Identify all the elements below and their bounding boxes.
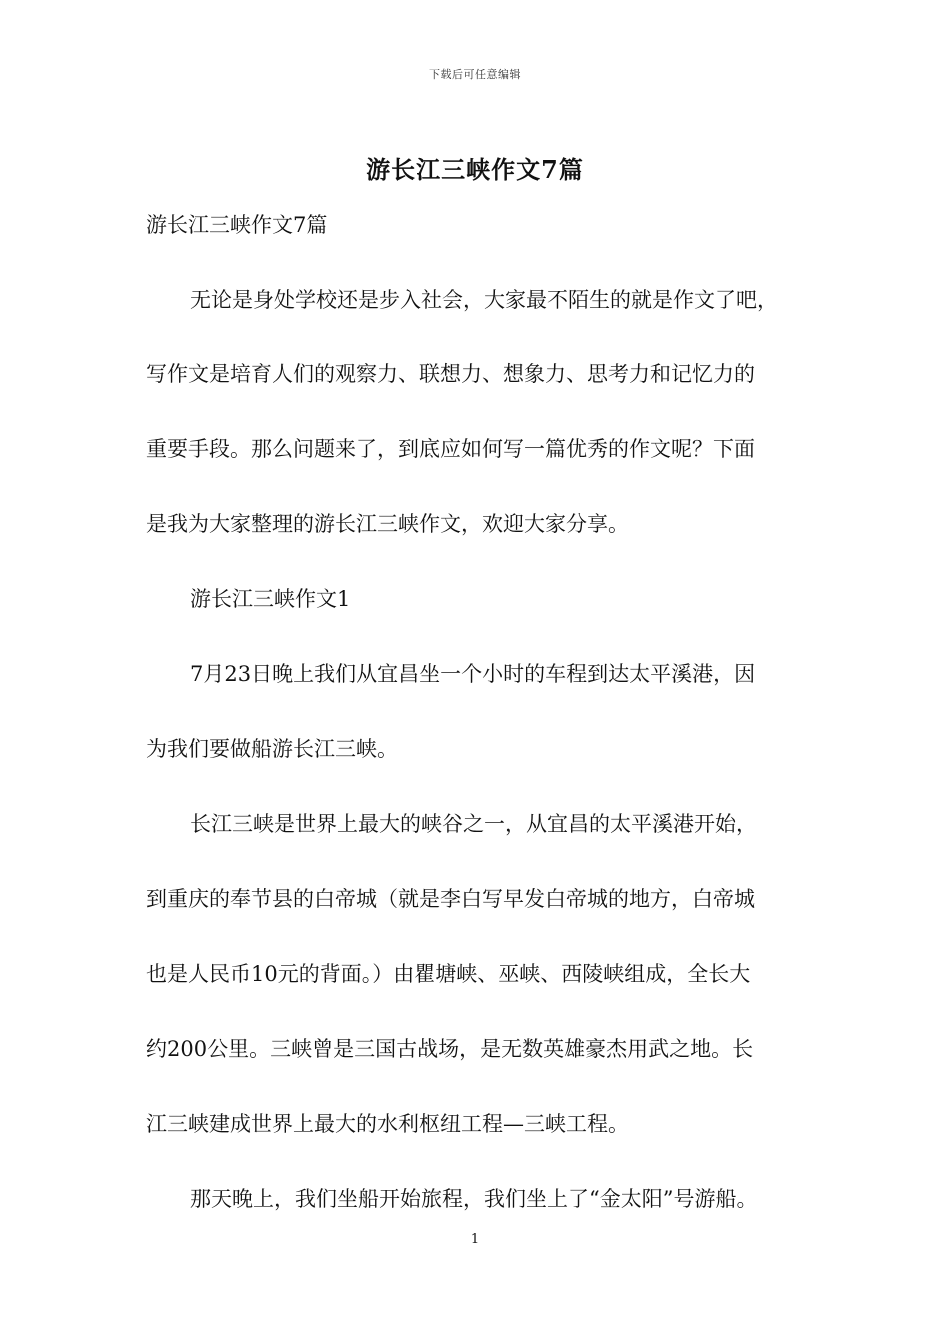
paragraph-line: 那天晚上，我们坐船开始旅程，我们坐上了“金太阳”号游船。: [190, 1187, 758, 1211]
paragraph-line: 江三峡建成世界上最大的水利枢纽工程—三峡工程。: [146, 1112, 629, 1136]
paragraph-line: 写作文是培育人们的观察力、联想力、想象力、思考力和记忆力的: [146, 362, 755, 386]
page-number: 1: [470, 1232, 480, 1247]
paragraph-line: 约200公里。三峡曾是三国古战场，是无数英雄豪杰用武之地。长: [146, 1037, 754, 1061]
paragraph-line: 是我为大家整理的游长江三峡作文，欢迎大家分享。: [146, 512, 629, 536]
paragraph-line: 为我们要做船游长江三峡。: [146, 737, 398, 761]
paragraph-line: 也是人民币10元的背面。）由瞿塘峡、巫峡、西陵峡组成，全长大: [146, 962, 751, 986]
paragraph-line: 到重庆的奉节县的白帝城（就是李白写早发白帝城的地方，白帝城: [146, 887, 755, 911]
subtitle-line: 游长江三峡作文7篇: [146, 213, 328, 237]
paragraph-line: 重要手段。那么问题来了，到底应如何写一篇优秀的作文呢？下面: [146, 437, 755, 461]
section-heading: 游长江三峡作文1: [190, 587, 351, 611]
paragraph-line: 长江三峡是世界上最大的峡谷之一，从宜昌的太平溪港开始，: [190, 812, 757, 836]
document-title: 游长江三峡作文7篇: [366, 155, 584, 184]
header-note: 下载后可任意编辑: [429, 68, 521, 81]
paragraph-line: 7月23日晚上我们从宜昌坐一个小时的车程到达太平溪港，因: [190, 662, 756, 686]
paragraph-line: 无论是身处学校还是步入社会，大家最不陌生的就是作文了吧，: [190, 288, 778, 312]
